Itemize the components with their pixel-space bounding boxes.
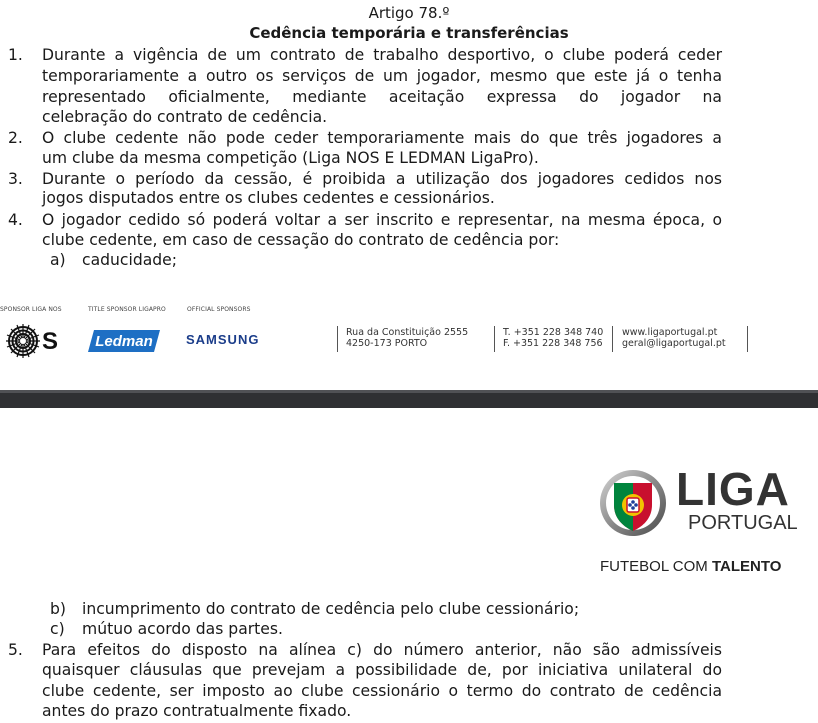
samsung-logo: SAMSUNG bbox=[186, 332, 260, 347]
item-line: Durante a vigência de um contrato de trabalho desportivo, o clube poderá ceder bbox=[42, 46, 722, 64]
footer-divider bbox=[337, 326, 338, 352]
email-link[interactable]: geral@ligaportugal.pt bbox=[622, 338, 726, 349]
tagline-bold: TALENTO bbox=[711, 558, 782, 575]
fax-line: F. +351 228 348 756 bbox=[503, 338, 603, 349]
liga-tagline bbox=[600, 558, 781, 575]
liga-portugal-wordmark: PORTUGAL bbox=[688, 512, 798, 534]
sponsor-caption-nos: SPONSOR LIGA NOS bbox=[0, 306, 62, 313]
item-line: celebração do contrato de cedência. bbox=[42, 108, 328, 126]
tagline-regular: FUTEBOL COM bbox=[600, 558, 712, 575]
item-line: um clube da mesma competição (Liga NOS E LEDMAN LigaPro). bbox=[42, 149, 539, 167]
article-number: Artigo 78.º bbox=[368, 4, 450, 22]
item-number: 2. bbox=[8, 129, 23, 147]
liga-wordmark: LIGA bbox=[676, 463, 790, 515]
sponsor-caption-ligapro: TITLE SPONSOR LIGAPRO bbox=[88, 306, 166, 313]
footer-divider bbox=[747, 326, 748, 352]
item-line: temporariamente a outro os serviços de um jogador, mesmo que este já o tenha bbox=[42, 67, 722, 85]
item-line: O clube cedente não pode ceder temporariamente mais do que três jogadores a bbox=[42, 129, 722, 147]
sub-item-letter: a) bbox=[50, 251, 66, 269]
sub-item-text: mútuo acordo das partes. bbox=[82, 620, 283, 638]
item-line: quaisquer cláusulas que prevejam a possibilidade de, por iniciativa unilateral do bbox=[42, 661, 722, 679]
footer-divider bbox=[612, 326, 613, 352]
sub-item-text: incumprimento do contrato de cedência pelo clube cessionário; bbox=[82, 600, 580, 618]
nos-ring-icon bbox=[2, 322, 72, 360]
item-number: 4. bbox=[8, 211, 23, 229]
item-line: antes do prazo contratualmente fixado. bbox=[42, 702, 352, 720]
phone-line: T. +351 228 348 740 bbox=[503, 327, 604, 338]
footer-address bbox=[346, 327, 468, 349]
item-line: Durante o período da cessão, é proibida a utilização dos jogadores cedidos nos bbox=[42, 170, 722, 188]
ledman-wordmark: Ledman bbox=[95, 333, 153, 350]
item-line: clube cedente, em caso de cessação do contrato de cedência por: bbox=[42, 231, 560, 249]
article-title: Cedência temporária e transferências bbox=[249, 24, 569, 42]
footer-divider bbox=[494, 326, 495, 352]
nos-letter: S bbox=[42, 328, 59, 355]
item-line: clube cedente, ser imposto ao clube cessionário o termo do contrato de cedência bbox=[42, 682, 722, 700]
liga-portugal-emblem bbox=[598, 465, 668, 541]
item-line: jogos disputados entre os clubes cedentes e cessionários. bbox=[42, 189, 495, 207]
footer-phone bbox=[503, 327, 603, 349]
item-line: Para efeitos do disposto na alínea c) do número anterior, não são admissíveis bbox=[42, 641, 722, 659]
address-line-2: 4250-173 PORTO bbox=[346, 338, 428, 349]
sub-item-letter: b) bbox=[50, 600, 66, 618]
item-number: 1. bbox=[8, 46, 23, 64]
ledman-logo bbox=[86, 328, 162, 354]
website-link[interactable]: www.ligaportugal.pt bbox=[622, 327, 718, 338]
page-separator-highlight bbox=[0, 390, 818, 393]
sponsor-caption-official: OFFICIAL SPONSORS bbox=[187, 306, 251, 313]
footer-web bbox=[622, 327, 726, 349]
nos-logo bbox=[2, 322, 72, 360]
address-line-1: Rua da Constituição 2555 bbox=[346, 327, 469, 338]
item-line: representado oficialmente, mediante aceitação expressa do jogador na bbox=[42, 88, 722, 106]
item-line: O jogador cedido só poderá voltar a ser inscrito e representar, na mesma época, o bbox=[42, 211, 722, 229]
sub-item-letter: c) bbox=[50, 620, 65, 638]
sub-item-text: caducidade; bbox=[82, 251, 178, 269]
item-number: 3. bbox=[8, 170, 23, 188]
item-number: 5. bbox=[8, 641, 23, 659]
